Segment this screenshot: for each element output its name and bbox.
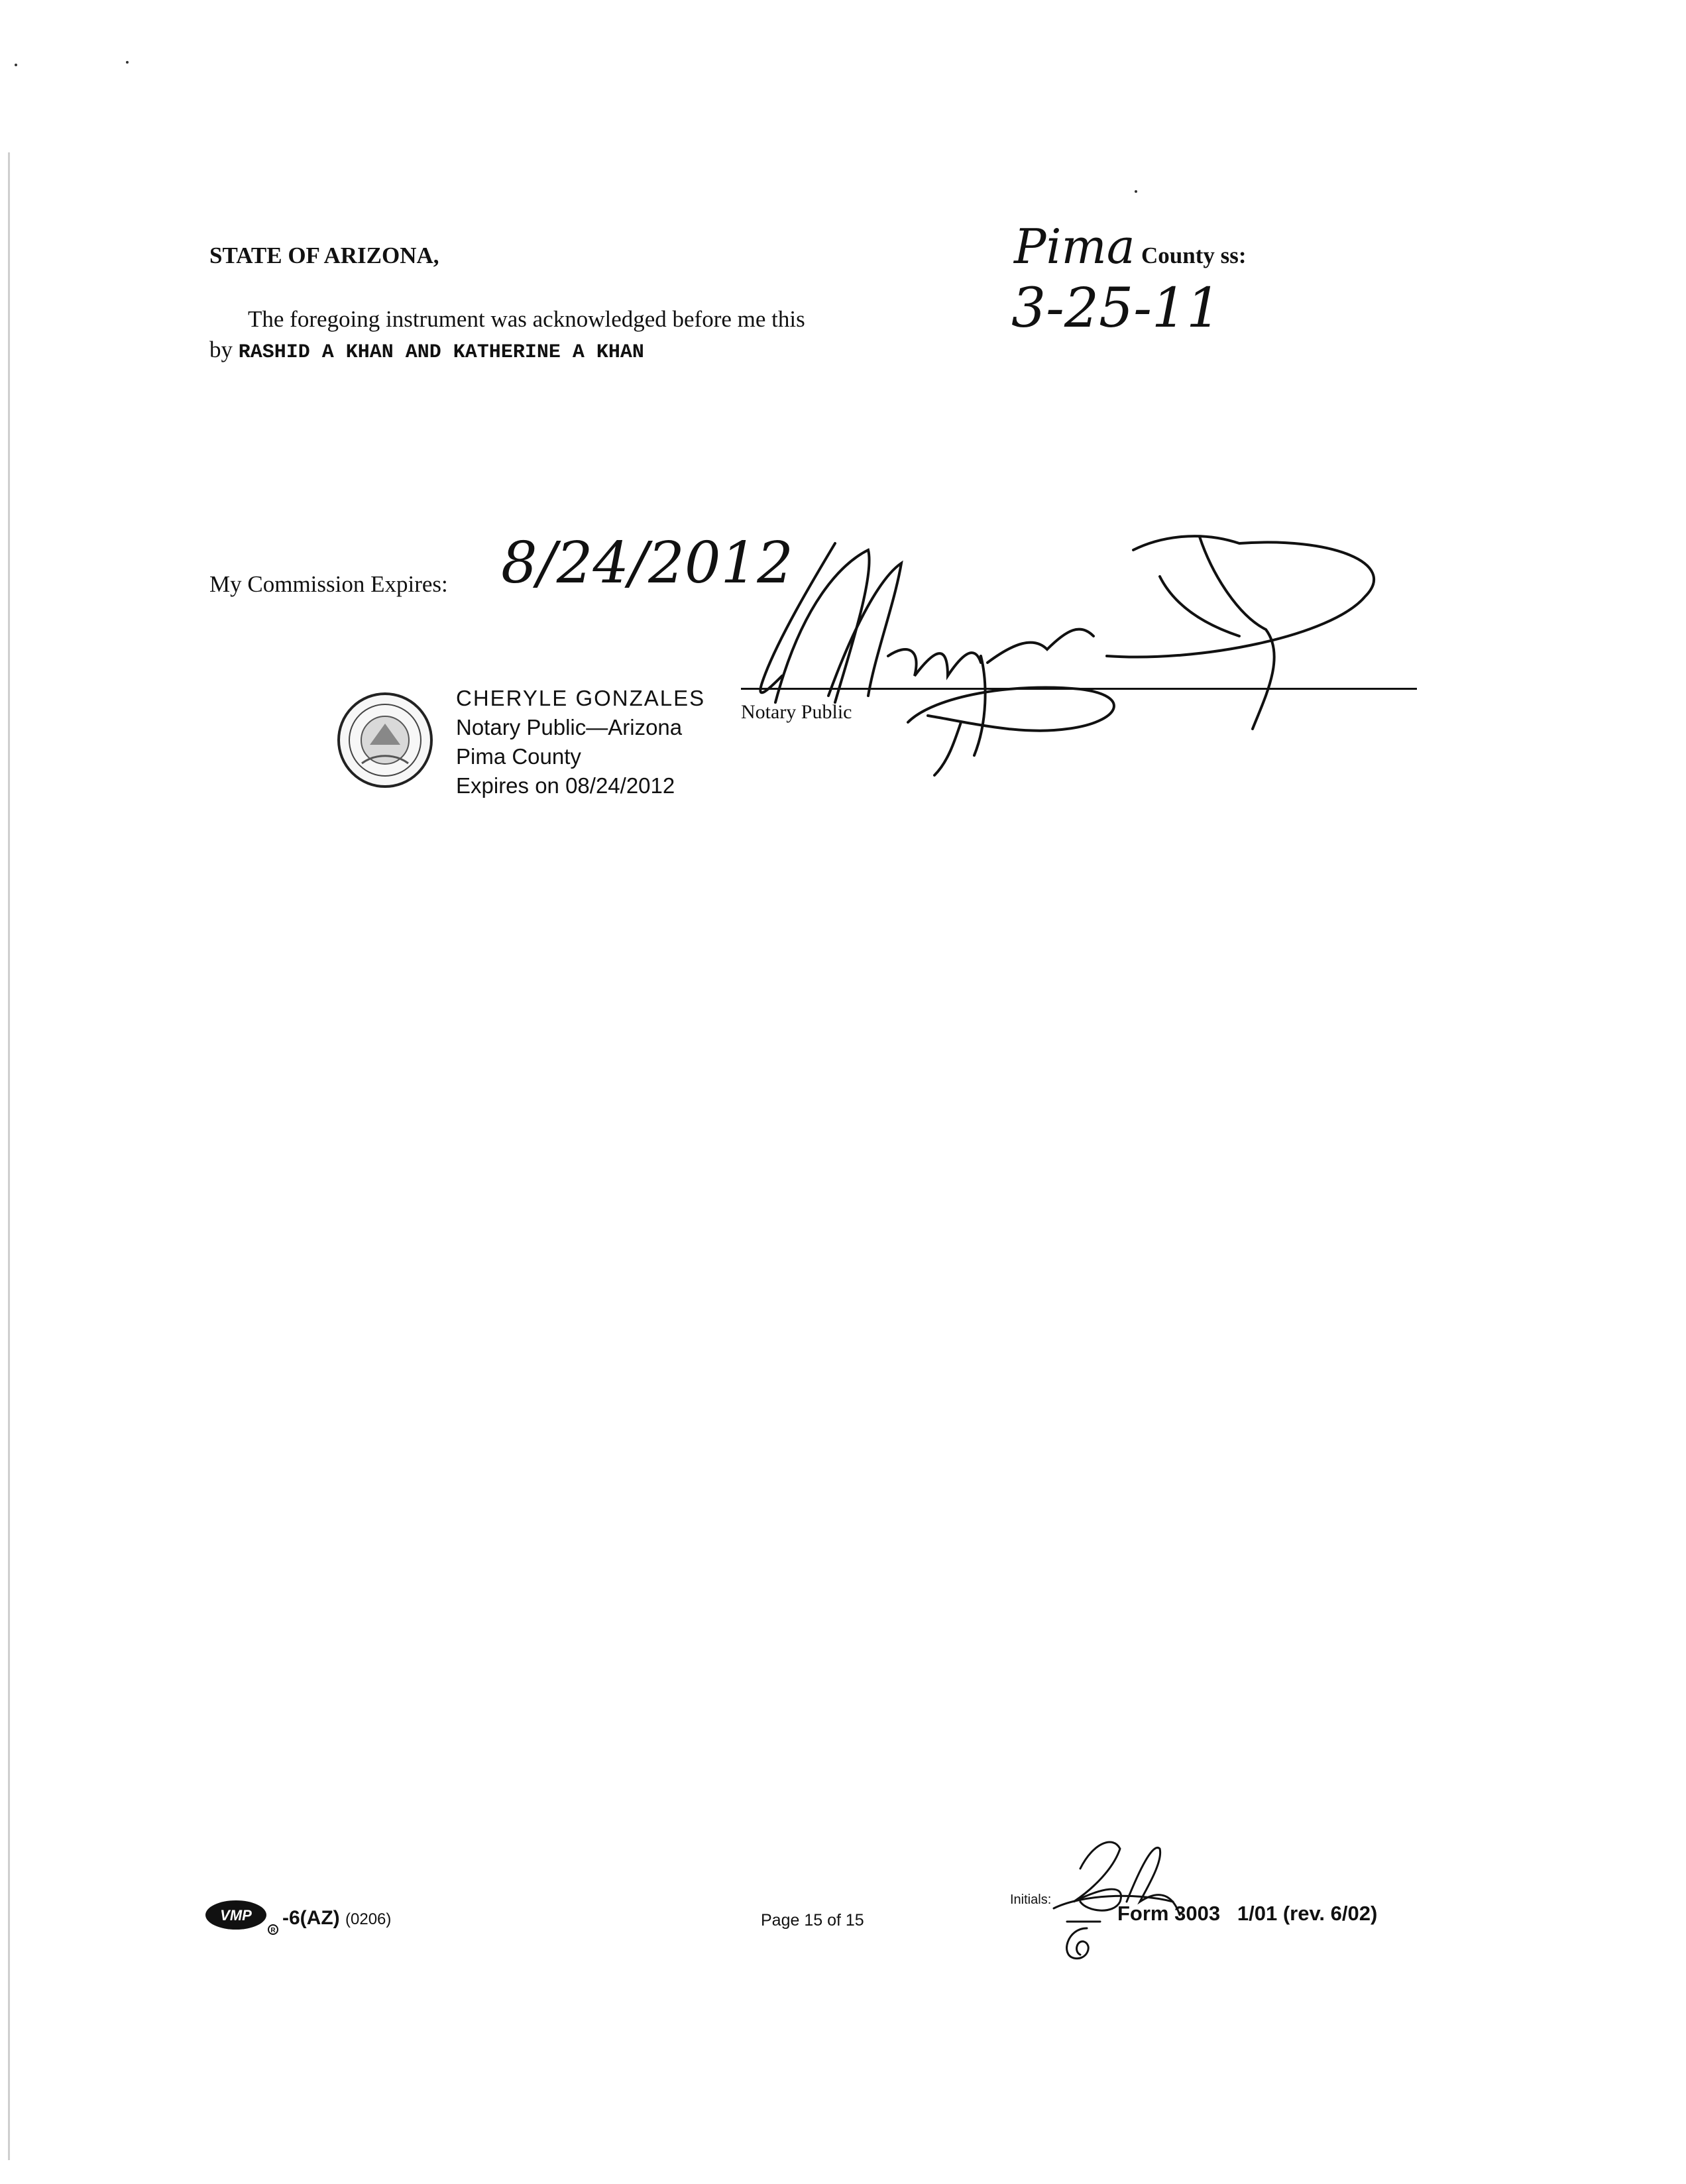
scan-speck (15, 64, 17, 66)
vmp-logo-text: VMP (220, 1907, 252, 1924)
county-label: County ss: (1141, 243, 1247, 268)
by-prefix: by (209, 337, 239, 362)
signer-names: RASHID A KHAN AND KATHERINE A KHAN (238, 341, 644, 364)
initials-signature-second (1054, 1915, 1107, 1968)
commission-expires-label: My Commission Expires: (209, 571, 448, 597)
acknowledgment-date-handwritten: 3-25-11 (1011, 277, 1221, 340)
form-code-num: (0206) (345, 1910, 392, 1928)
form-code-main: -6(AZ) (282, 1907, 340, 1929)
form-number: Form 3003 1/01 (rev. 6/02) (1117, 1902, 1378, 1925)
page-number: Page 15 of 15 (761, 1911, 864, 1930)
state-heading: STATE OF ARIZONA, (209, 243, 439, 268)
seal-expires: Expires on 08/24/2012 (456, 773, 675, 798)
notary-seal-text (456, 684, 705, 800)
commission-date-handwritten: 8/24/2012 (501, 530, 793, 596)
vmp-logo (204, 1899, 284, 1936)
seal-county: Pima County (456, 744, 581, 769)
county-handwritten: Pima (1014, 219, 1135, 274)
notary-seal-emblem (335, 690, 435, 790)
seal-notary-name: CHERYLE GONZALES (456, 686, 706, 710)
svg-text:R: R (270, 1927, 276, 1934)
scan-edge-line (8, 152, 10, 2160)
notary-signature (736, 523, 1398, 795)
notary-public-label: Notary Public (741, 701, 852, 723)
by-line (209, 337, 644, 364)
notary-signature-line (741, 688, 1417, 690)
acknowledgment-text: The foregoing instrument was acknowledged before me this (248, 306, 805, 332)
scan-speck (1135, 190, 1137, 193)
initials-label: Initials: (1010, 1892, 1052, 1907)
seal-notary-title: Notary Public—Arizona (456, 715, 683, 739)
scan-speck (126, 61, 129, 64)
form-code (282, 1907, 391, 1930)
